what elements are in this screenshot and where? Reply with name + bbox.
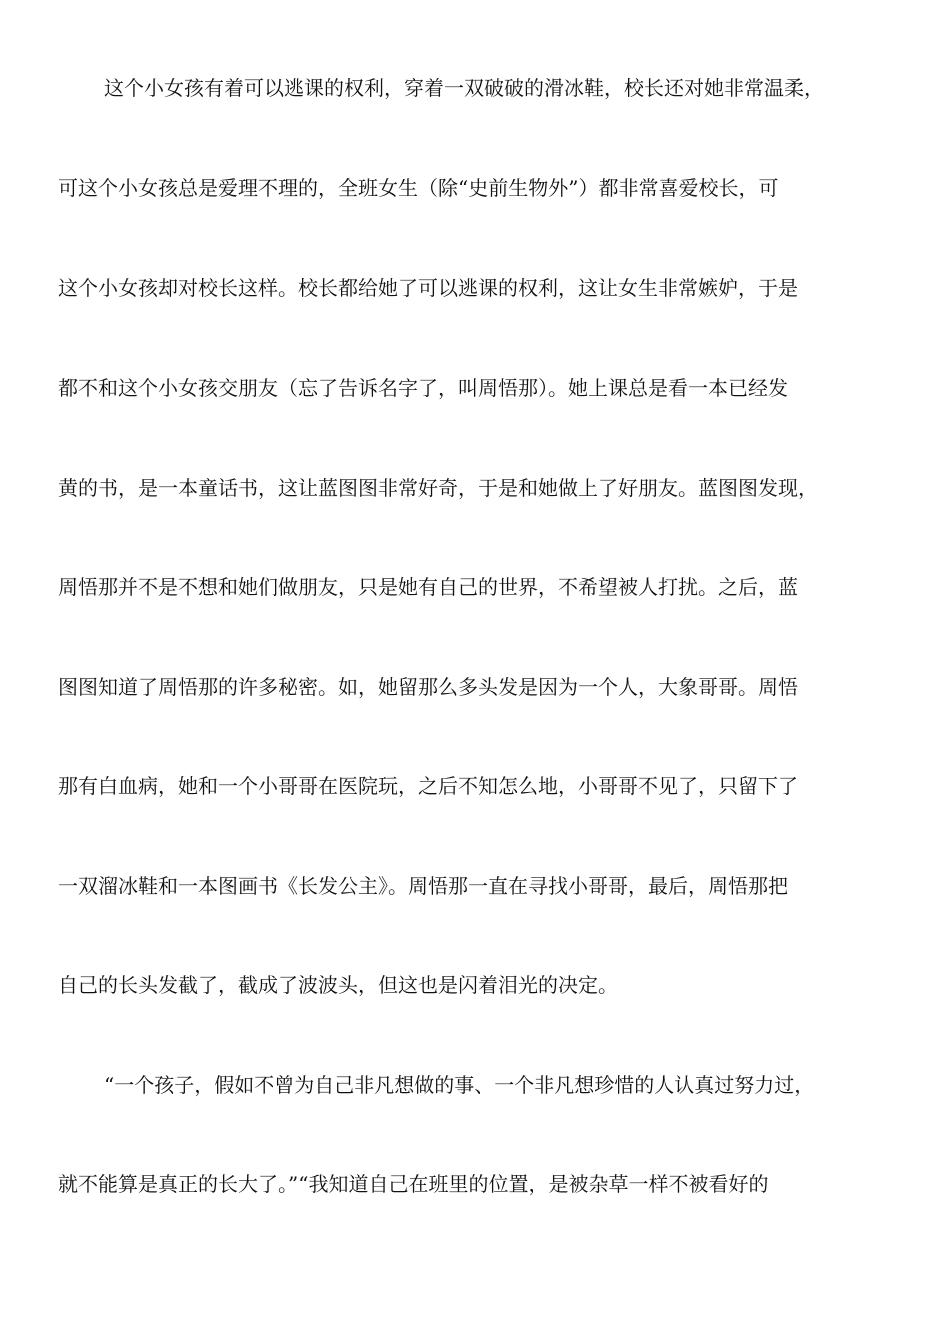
paragraph-2-line-1: “一个孩子，假如不曾为自己非凡想做的事、一个非凡想珍惜的人认真过努力过， (104, 1073, 815, 1097)
paragraph-1-line-6: 周悟那并不是不想和她们做朋友，只是她有自己的世界，不希望被人打扰。之后，蓝 (58, 575, 798, 599)
paragraph-1-line-4: 都不和这个小女孩交朋友（忘了告诉名字了，叫周悟那）。她上课总是看一本已经发 (58, 376, 788, 400)
paragraph-2-line-2: 就不能算是真正的长大了。”“我知道自己在班里的位置，是被杂草一样不被看好的 (58, 1172, 769, 1196)
paragraph-1-line-9: 一双溜冰鞋和一本图画书《长发公主》。周悟那一直在寻找小哥哥，最后，周悟那把 (58, 874, 788, 898)
paragraph-1-line-7: 图图知道了周悟那的许多秘密。如，她留那么多头发是因为一个人，大象哥哥。周悟 (58, 675, 798, 699)
paragraph-1-line-2: 可这个小女孩总是爱理不理的，全班女生（除“史前生物外”）都非常喜爱校长，可 (58, 176, 779, 200)
paragraph-1-line-5: 黄的书，是一本童话书，这让蓝图图非常好奇，于是和她做上了好朋友。蓝图图发现， (58, 476, 818, 500)
paragraph-1-line-10: 自己的长头发截了，截成了波波头，但这也是闪着泪光的决定。 (58, 973, 618, 997)
paragraph-1-line-8: 那有白血病，她和一个小哥哥在医院玩，之后不知怎么地，小哥哥不见了，只留下了 (58, 774, 798, 798)
paragraph-1-line-3: 这个小女孩却对校长这样。校长都给她了可以逃课的权利，这让女生非常嫉妒，于是 (58, 276, 798, 300)
paragraph-1-line-1: 这个小女孩有着可以逃课的权利，穿着一双破破的滑冰鞋，校长还对她非常温柔， (104, 76, 824, 100)
